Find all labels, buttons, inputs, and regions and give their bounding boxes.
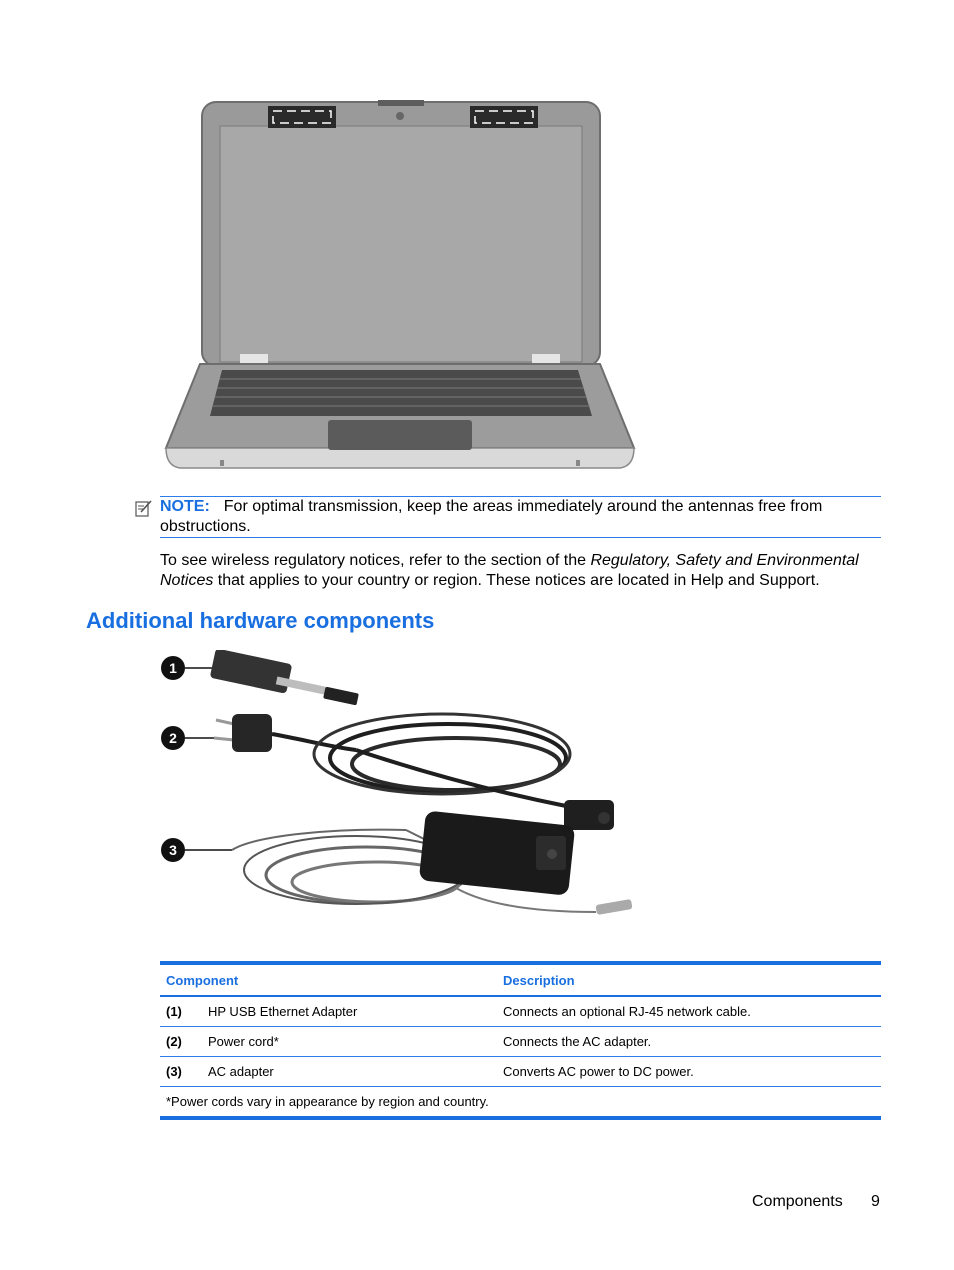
note [160,497,880,536]
table-row [160,1057,881,1087]
header-description: Description [503,972,575,988]
note-bottom-rule [160,537,881,538]
regulatory-paragraph [160,551,880,591]
row-description: Connects an optional RJ-45 network cable. [503,1004,751,1019]
note-label: NOTE: [160,498,210,515]
table-footnote: *Power cords vary in appearance by region and country. [166,1094,489,1109]
components-table [160,961,881,1120]
footer-section-name: Components [752,1193,843,1210]
note-pencil-icon [135,499,153,517]
row-component: Power cord* [208,1034,279,1049]
hardware-components-illustration [156,650,642,940]
callout-3: 3 [169,842,177,858]
row-number: (3) [166,1064,182,1079]
paragraph-before: To see wireless regulatory notices, refer to the section of the [160,552,591,569]
callout-2: 2 [169,730,177,746]
row-number: (1) [166,1004,182,1019]
section-heading: Additional hardware components [86,608,435,633]
note-body: For optimal transmission, keep the areas immediately around the antennas free from obstructions. [160,498,823,535]
row-number: (2) [166,1034,182,1049]
row-component: AC adapter [208,1064,274,1079]
callout-1: 1 [169,660,177,676]
row-component: HP USB Ethernet Adapter [208,1004,358,1019]
paragraph-after: that applies to your country or region. These notices are located in Help and Support. [213,572,820,589]
table-bottom-rule [160,1116,881,1120]
header-component: Component [166,972,239,988]
paragraph-italic-title: Regulatory, Safety and Environmental Notices [160,552,859,589]
table-row [160,1027,881,1057]
footer-page-number: 9 [871,1193,880,1210]
row-description: Connects the AC adapter. [503,1034,652,1049]
laptop-antenna-illustration [160,96,640,476]
table-header-row [160,965,881,997]
row-description: Converts AC power to DC power. [503,1064,694,1079]
table-row [160,997,881,1027]
